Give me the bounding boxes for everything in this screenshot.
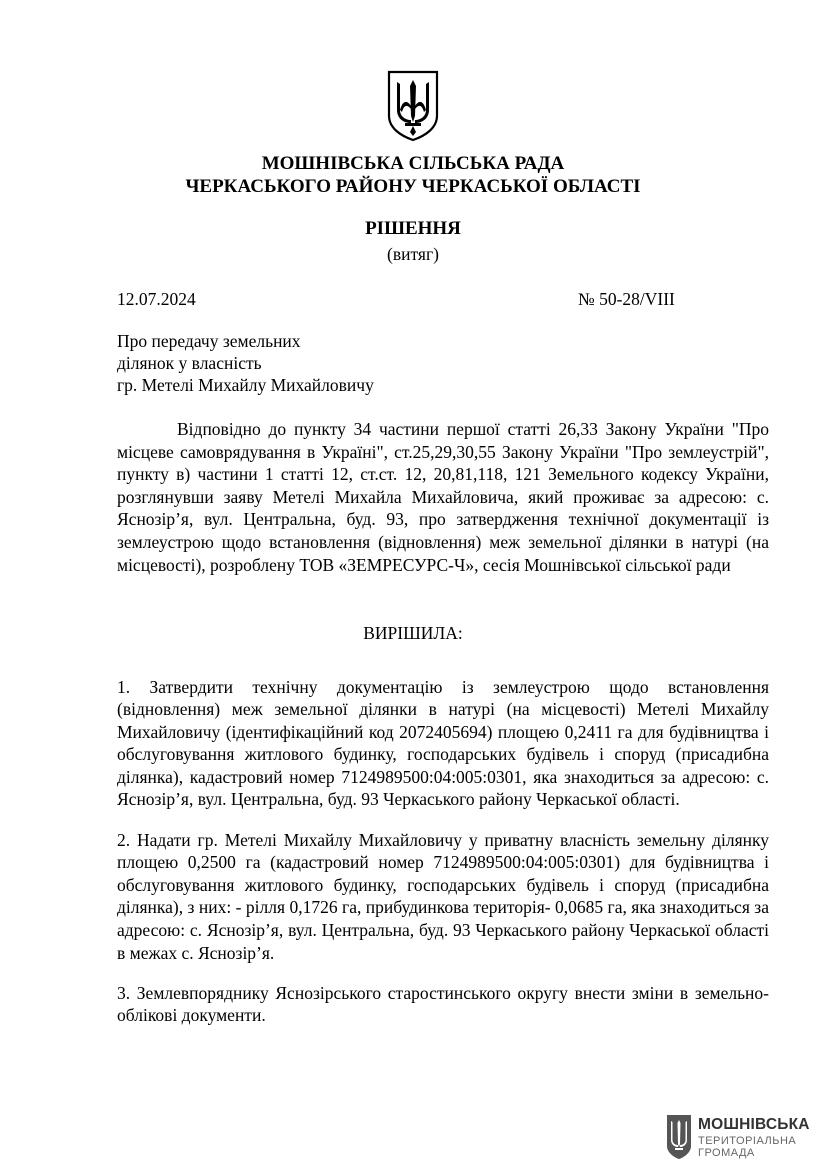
council-name-line2: ЧЕРКАСЬКОГО РАЙОНУ ЧЕРКАСЬКОЇ ОБЛАСТІ bbox=[185, 176, 641, 197]
council-name-line1: МОШНІВСЬКА СІЛЬСЬКА РАДА bbox=[261, 153, 565, 174]
community-logo bbox=[666, 1114, 816, 1166]
resolution-item: 2. Надати гр. Метелі Михайлу Михайловичу у приватну власність земельну ділянку площею 0,2500 га (кадастровий номер 7124989500:04:005:0301) для будівництва і обслуговування житлового будинку, господарських будівель і споруд (присадибна ділянка), з них: - рілля 0,1726 га, прибудинкова територія- 0,0685 га, яка знаходиться за адресою: с. Яснозір’я, вул. Центральна, буд. 93 Черкаського району Черкаської області в межах с. Яснозір’я. bbox=[117, 829, 769, 963]
logo-title: МОШНІВСЬКА bbox=[698, 1116, 810, 1133]
subject-line: гр. Метелі Михайлу Михайловичу bbox=[117, 375, 374, 395]
resolution-item: 3. Землевпоряднику Яснозірського старостинського округу внести зміни в земельно-облікові документи. bbox=[117, 982, 769, 1026]
resolution-item: 1. Затвердити технічну документацію із землеустрою щодо встановлення (відновлення) меж земельної ділянки в натурі (на місцевості) Метелі Михайлу Михайловичу (ідентифікаційний код 2072405694) площею 0,2411 га для будівництва і обслуговування житлового будинку, господарських будівель і споруд (присадибна ділянка), кадастровий номер 7124989500:04:005:0301, яка знаходиться за адресою: с. Яснозір’я, вул. Центральна, буд. 93 Черкаського району Черкаської області. bbox=[117, 676, 769, 810]
resolution-list bbox=[117, 658, 769, 1044]
subject-line: ділянок у власність bbox=[117, 353, 262, 373]
logo-subtitle: ГРОМАДА bbox=[698, 1147, 755, 1159]
document-type: РІШЕННЯ bbox=[365, 218, 461, 239]
resolved-heading: ВИРІШИЛА: bbox=[363, 623, 463, 643]
coat-of-arms-icon bbox=[385, 70, 441, 142]
document-number: № 50-28/VIII bbox=[578, 289, 675, 309]
logo-subtitle: ТЕРИТОРІАЛЬНА bbox=[698, 1135, 797, 1147]
document-subtype: (витяг) bbox=[387, 244, 439, 264]
document-date: 12.07.2024 bbox=[117, 289, 196, 309]
trident-shield-icon bbox=[666, 1114, 692, 1160]
subject-line: Про передачу земельних bbox=[117, 331, 301, 351]
preamble-paragraph: Відповідно до пункту 34 частини першої статті 26,33 Закону України "Про місцеве самоврядування в Україні", ст.25,29,30,55 Закону України "Про землеустрій", пункту в) частини 1 статті 12, ст.ст. 12, 20,81,118, 121 Земельного кодексу України, розглянувши заяву Метелі Михайла Михайловича, який проживає за адресою: с. Яснозір’я, вул. Центральна, буд. 93, про затвердження технічної документації із землеустрою щодо встановлення (відновлення) меж земельної ділянки в натурі (на місцевості), розроблену ТОВ «ЗЕМРЕСУРС-Ч», сесія Мошнівської сільської ради bbox=[117, 419, 769, 575]
trident-icon bbox=[385, 70, 441, 142]
